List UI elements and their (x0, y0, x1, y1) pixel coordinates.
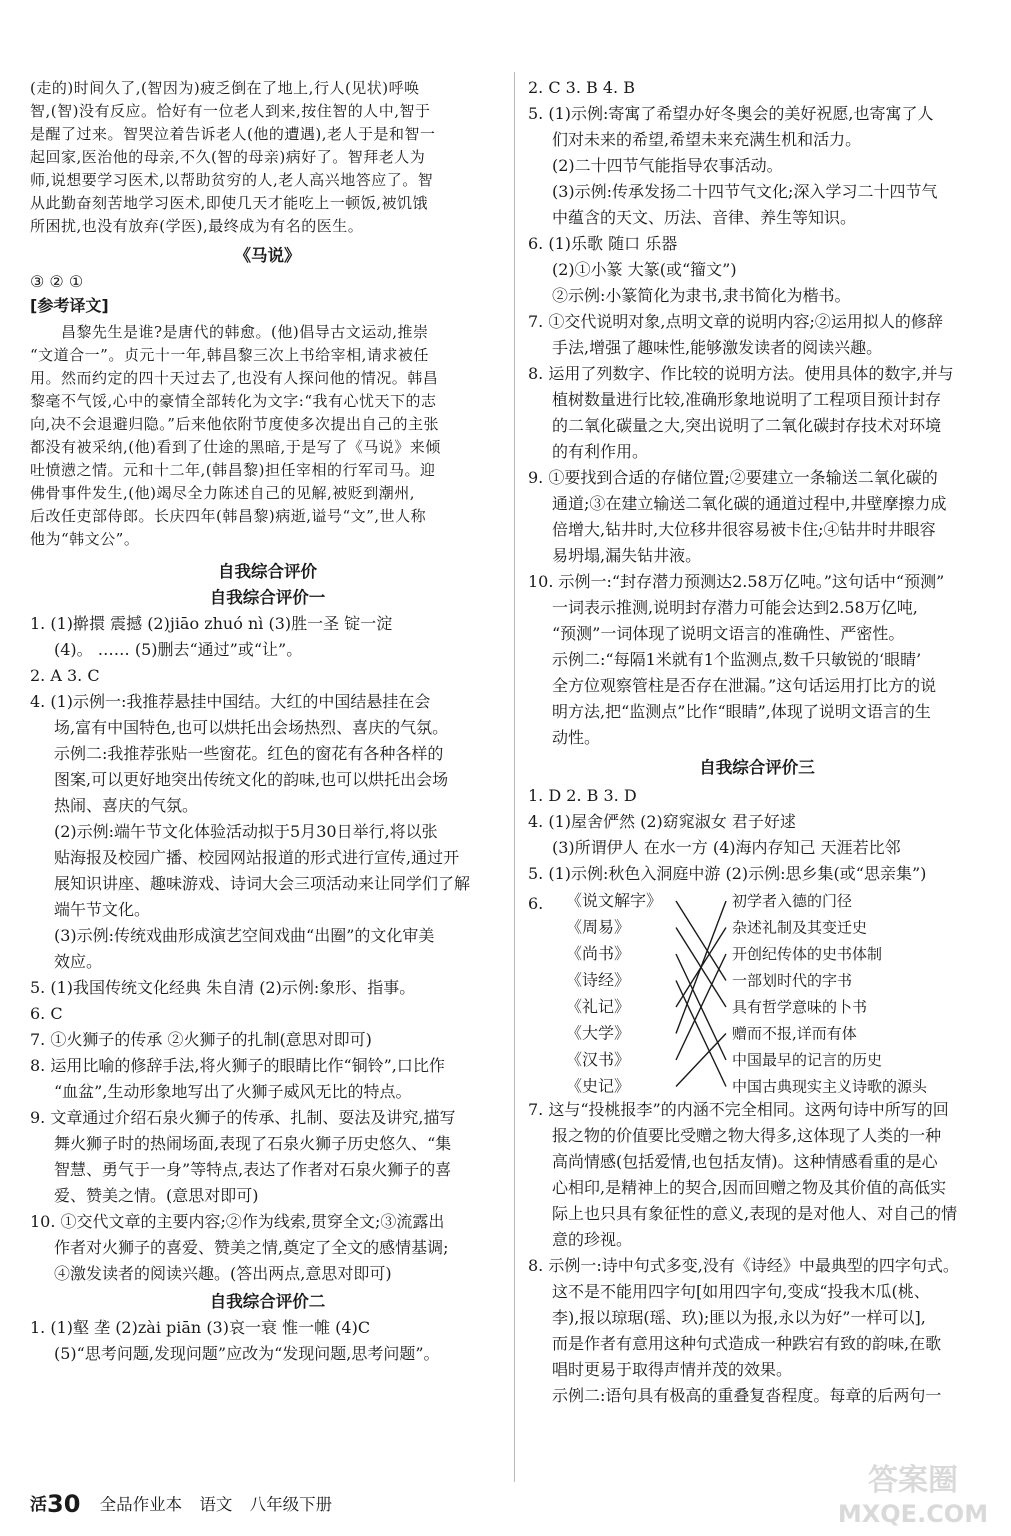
svg-text:答案圈: 答案圈 (868, 1463, 958, 1498)
matching-diagram (528, 890, 986, 1130)
answer-line: 展知识讲座、趣味游戏、诗词大会三项活动来让同学们了解 (54, 874, 471, 893)
text-line: 黎毫不气馁,心中的豪情全部转化为文字:“我有心忧天下的志 (30, 392, 437, 410)
matching-right-item: 中国最早的记言的历史 (732, 1051, 883, 1069)
matching-right-item: 中国古典现实主义诗歌的源头 (732, 1077, 928, 1096)
subsection-heading-eval-2: 自我综合评价二 (209, 1292, 326, 1311)
answer-line: 植树数量进行比较,准确形象地说明了工程项目预计封存 (552, 390, 942, 409)
answer-line: 示例二:语句具有极高的重叠复沓程度。每章的后两句一 (552, 1386, 942, 1405)
answer-line: 舞火狮子时的热闹场面,表现了石泉火狮子历史悠久、“集 (54, 1134, 452, 1153)
answer-line: 2. A 3. C (30, 666, 100, 685)
answer-line: 中蕴含的天文、历法、音律、养生等知识。 (552, 208, 857, 227)
answer-line: (3)示例:传统戏曲形成演艺空间戏曲“出圈”的文化审美 (54, 926, 435, 945)
answer-line: 唱时更易于取得声情并茂的效果。 (552, 1360, 793, 1379)
reference-translation-label: [参考译文] (30, 296, 109, 315)
text-line: 吐愤懑之情。元和十二年,(韩昌黎)担任宰相的行军司马。迎 (30, 461, 436, 479)
answer-line: (2)①小篆 大篆(或“籀文”) (552, 260, 737, 279)
answer-line: 高尚情感(包括爱情,也包括友情)。这种情感看重的是心 (552, 1152, 938, 1171)
answer-line: “血盆”,生动形象地写出了火狮子威风无比的特点。 (54, 1082, 412, 1101)
answer-line: 一词表示推测,说明封存潜力可能会达到2.58万亿吨, (552, 598, 918, 617)
answer-line: (2)示例:端午节文化体验活动拟于5月30日举行,将以张 (54, 822, 438, 841)
matching-right-item: 开创纪传体的史书体制 (732, 945, 883, 963)
answer-line: (3)示例:传承发扬二十四节气文化;深入学习二十四节气 (552, 182, 938, 201)
text-line: 从此勤奋刻苦地学习医术,即使几天才能吃上一顿饭,被饥饿 (30, 194, 429, 212)
text-line: 所困扰,也没有放弃(学医),最终成为有名的医生。 (30, 217, 364, 235)
matching-left-item: 《周易》 (566, 917, 631, 937)
answer-line: 心相印,是精神上的契合,因而回赠之物及其价值的高低实 (552, 1178, 947, 1197)
watermark-logo (828, 1458, 998, 1530)
matching-right-item: 一部划时代的字书 (732, 971, 853, 990)
text-line: 是醒了过来。智哭泣着告诉老人(他的遭遇),老人于是和智一 (30, 125, 436, 143)
svg-text:MXQE.COM: MXQE.COM (837, 1500, 989, 1528)
text-line: 师,说想要学习医术,以帮助贫穷的人,老人高兴地答应了。智 (30, 171, 434, 189)
answer-line: 1. (1)擀擐 震撼 (2)jiāo zhuó nì (3)胜一圣 锭一淀 (30, 614, 393, 633)
answer-line: 6. C (30, 1004, 63, 1023)
answer-line: 热闹、喜庆的气氛。 (54, 796, 199, 815)
answer-line: 1. D 2. B 3. D (528, 786, 637, 805)
answer-line: 7. ①火狮子的传承 ②火狮子的扎制(意思对即可) (30, 1030, 372, 1049)
answer-line: 示例二:“每隔1米就有1个监测点,数千只敏锐的‘眼睛’ (552, 650, 922, 669)
answer-line: (3)所谓伊人 在水一方 (4)海内存知己 天涯若比邻 (552, 838, 901, 857)
text-line: 起回家,医治他的母亲,不久(智的母亲)病好了。智拜老人为 (30, 148, 426, 166)
matching-left-item: 《诗经》 (566, 970, 631, 990)
answer-line: 1. (1)壑 垄 (2)zài piān (3)哀一衰 惟一帷 (4)C (30, 1318, 371, 1337)
answer-line: ④激发读者的阅读兴趣。(答出两点,意思对即可) (54, 1264, 392, 1283)
matching-link-line (676, 1034, 726, 1087)
answer-line: 们对未来的希望,希望未来充满生机和活力。 (552, 130, 862, 149)
grade-name: 八年级下册 (249, 1495, 333, 1514)
section-heading-ma-shuo: 《马说》 (234, 246, 301, 265)
text-line: 向,决不会退避归隐。”后来他依附节度使多次提出自己的主张 (30, 415, 439, 433)
answer-line: 10. 示例一:“封存潜力预测达2.58万亿吨。”这句话中“预测” (528, 572, 945, 591)
answer-line: 作者对火狮子的喜爱、赞美之情,奠定了全文的感情基调; (54, 1238, 449, 1257)
answer-line: 9. ①要找到合适的存储位置;②要建立一条输送二氧化碳的 (528, 468, 938, 487)
answer-line: 的有利作用。 (552, 442, 649, 461)
answer-line: (2)二十四节气能指导农事活动。 (552, 156, 783, 175)
question-number-6: 6. (528, 894, 544, 913)
text-line: ③ ② ① (30, 272, 84, 291)
answer-line: 2. C 3. B 4. B (528, 78, 635, 97)
subsection-heading-eval-3: 自我综合评价三 (699, 758, 815, 777)
answer-line: 9. 文章通过介绍石泉火狮子的传承、扎制、耍法及讲究,描写 (30, 1108, 456, 1127)
page-prefix: 活 (30, 1495, 47, 1515)
matching-left-item: 《汉书》 (566, 1050, 631, 1069)
series-name: 全品作业本 (99, 1495, 183, 1514)
matching-link-line (676, 901, 726, 1034)
text-line: 后改任吏部侍郎。长庆四年(韩昌黎)病逝,谥号“文”,世人称 (30, 507, 427, 525)
answer-line: 10. ①交代文章的主要内容;②作为线索,贯穿全文;③流露出 (30, 1212, 445, 1231)
section-heading-self-evaluation: 自我综合评价 (218, 562, 317, 581)
answer-line: 通道;③在建立输送二氧化碳的通道过程中,井壁摩擦力成 (552, 494, 947, 513)
matching-left-item: 《大学》 (566, 1023, 631, 1043)
subject-name: 语文 (199, 1495, 233, 1514)
text-line: 都没有被采纳,(他)看到了仕途的黑暗,于是写了《马说》来倾 (30, 438, 441, 456)
answer-line: 8. 示例一:诗中句式多变,没有《诗经》中最典型的四字句式。 (528, 1256, 959, 1275)
matching-link-line (676, 981, 726, 1087)
answer-line: 李),报以琼琚(瑶、玖);匪以为报,永以为好”一样可以], (552, 1308, 926, 1327)
matching-right-item: 初学者入德的门径 (732, 892, 853, 910)
answer-line: 明方法,把“监测点”比作“眼睛”,体现了说明文语言的生 (552, 702, 931, 721)
answer-line: 倍增大,钻井时,大位移井很容易被卡住;④钻井时井眼容 (552, 520, 936, 539)
matching-left-item: 《礼记》 (566, 997, 631, 1016)
answer-line: 智慧、勇气于一身”等特点,表达了作者对石泉火狮子的喜 (54, 1160, 452, 1179)
answer-line: 5. (1)示例:秋色入洞庭中游 (2)示例:思乡集(或“思亲集”) (528, 864, 927, 883)
text-line: 佛骨事件发生,(他)竭尽全力陈述自己的见解,被贬到潮州, (30, 484, 416, 502)
answer-line: 贴海报及校园广播、校园网站报道的形式进行宣传,通过开 (54, 848, 460, 867)
answer-line: 报之物的价值要比受赠之物大得多,这体现了人类的一种 (552, 1126, 942, 1145)
matching-right-item: 具有哲学意味的卜书 (732, 998, 868, 1016)
page-number: 30 (47, 1490, 81, 1518)
answer-line: 5. (1)我国传统文化经典 朱自清 (2)示例:象形、指事。 (30, 978, 416, 997)
text-line: 智,(智)没有反应。恰好有一位老人到来,按住智的人中,智于 (30, 102, 431, 120)
answer-line: 的二氧化碳量之大,突出说明了二氧化碳封存技术对环境 (552, 416, 942, 435)
answer-line: 易坍塌,漏失钻井液。 (552, 546, 702, 565)
column-divider (514, 72, 515, 1482)
answer-line: 7. 这与“投桃报李”的内涵不完全相同。这两句诗中所写的回 (528, 1100, 949, 1119)
text-line: (走的)时间久了,(智因为)疲乏倒在了地上,行人(见状)呼唤 (30, 79, 420, 97)
answer-line: 意的珍视。 (552, 1230, 633, 1249)
answer-line: ②示例:小篆简化为隶书,隶书简化为楷书。 (552, 286, 851, 305)
answer-line: 场,富有中国特色,也可以烘托出会场热烈、喜庆的气氛。 (54, 718, 449, 737)
answer-line: 手法,增强了趣味性,能够激发读者的阅读兴趣。 (552, 338, 883, 357)
answer-line: 8. 运用了列数字、作比较的说明方法。使用具体的数字,并与 (528, 364, 954, 383)
answer-line: (4)。 …… (5)删去“通过”或“让”。 (54, 640, 303, 659)
answer-line: 6. (1)乐歌 随口 乐器 (528, 234, 678, 253)
answer-line: 全方位观察管柱是否存在泄漏。”这句话运用打比方的说 (552, 676, 937, 695)
answer-line: 这不是不能用四字句[如用四字句,变成“投我木瓜(桃、 (552, 1282, 930, 1301)
matching-right-item: 赠而不报,详而有体 (732, 1024, 857, 1043)
answer-line: 效应。 (54, 952, 103, 971)
answer-line: 端午节文化。 (54, 900, 151, 919)
answer-line: 而是作者有意用这种句式造成一种跌宕有致的韵味,在歌 (552, 1334, 942, 1353)
subsection-heading-eval-1: 自我综合评价一 (209, 588, 326, 607)
answer-line: 际上也只具有象征性的意义,表现的是对他人、对自己的情 (552, 1204, 958, 1223)
answer-line: 8. 运用比喻的修辞手法,将火狮子的眼睛比作“铜铃”,口比作 (30, 1056, 445, 1075)
answer-line: (5)“思考问题,发现问题”应改为“发现问题,思考问题”。 (54, 1344, 440, 1363)
text-line: 用。然而约定的四十天过去了,也没有人探问他的情况。韩昌 (30, 369, 439, 387)
page-footer (30, 1492, 344, 1516)
answer-line: “预测”一词体现了说明文语言的准确性、严密性。 (552, 624, 905, 643)
matching-left-item: 《尚书》 (566, 944, 631, 963)
answer-line: 爱、赞美之情。(意思对即可) (54, 1186, 259, 1205)
answer-line: 4. (1)屋舍俨然 (2)窈窕淑女 君子好逑 (528, 812, 796, 831)
answer-line: 5. (1)示例:寄寓了希望办好冬奥会的美好祝愿,也寄寓了人 (528, 104, 934, 123)
answer-line: 动性。 (552, 728, 601, 747)
text-line: 昌黎先生是谁?是唐代的韩愈。(他)倡导古文运动,推崇 (30, 323, 429, 341)
matching-right-item: 杂述礼制及其变迁史 (732, 918, 868, 937)
matching-left-item: 《史记》 (566, 1076, 631, 1096)
answer-line: 4. (1)示例一:我推荐悬挂中国结。大红的中国结悬挂在会 (30, 692, 431, 711)
text-line: “文道合一”。贞元十一年,韩昌黎三次上书给宰相,请求被任 (30, 346, 429, 364)
answer-line: 图案,可以更好地突出传统文化的韵味,也可以烘托出会场 (54, 770, 449, 789)
answer-line: 7. ①交代说明对象,点明文章的说明内容;②运用拟人的修辞 (528, 312, 943, 331)
answer-line: 示例二:我推荐张贴一些窗花。红色的窗花有各种各样的 (54, 744, 444, 763)
matching-left-item: 《说文解字》 (566, 891, 663, 910)
text-line: 他为“韩文公”。 (30, 530, 140, 548)
